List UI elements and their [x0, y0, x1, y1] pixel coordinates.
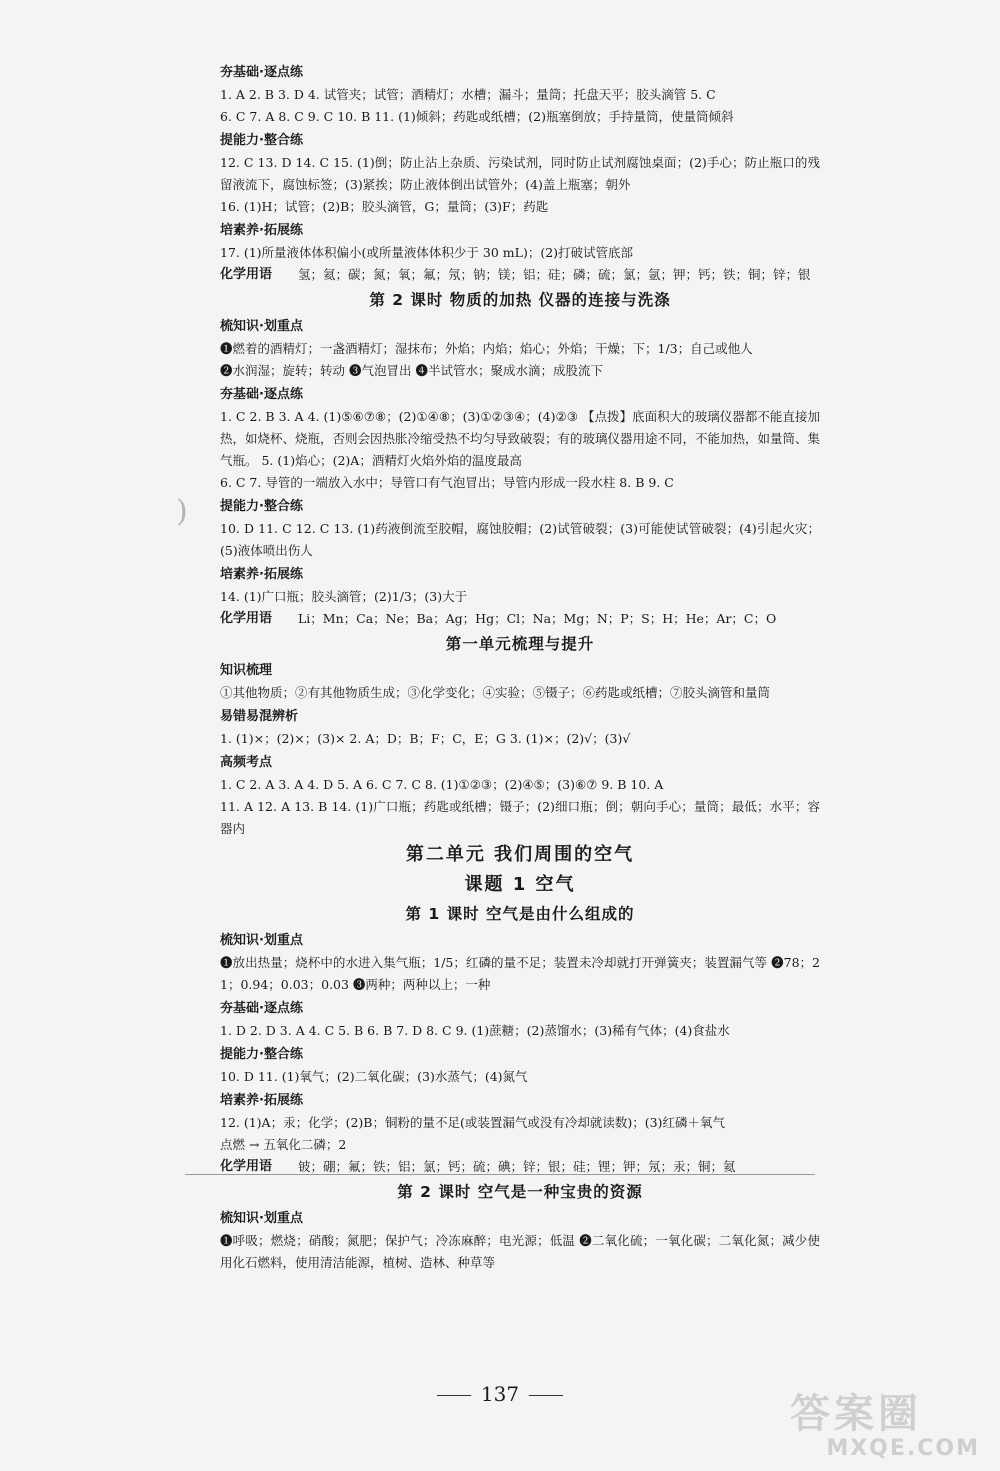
answer-line: ❶呼吸；燃烧；硝酸；氮肥；保护气；冷冻麻醉；电光源；低温 ❷二氧化硫；一氧化碳；二氧化氮；减少使用化石燃料，使用清洁能源，植树、造林、种草等: [220, 1233, 820, 1270]
chem-terms-row: [220, 608, 820, 630]
section-heading: 提能力·整合练: [220, 1047, 303, 1062]
section-heading: 提能力·整合练: [220, 499, 303, 514]
chem-terms-text: 铍；硼；氟；铁；铝；氯；钙；硫；碘；锌；银；硅；锂；钾；氖；汞；铜；氦: [298, 1159, 736, 1174]
watermark-logo: [790, 1392, 980, 1464]
lesson-title: 第 2 课时 物质的加热 仪器的连接与洗涤: [369, 291, 671, 309]
section-heading: 梳知识·划重点: [220, 933, 303, 948]
answer-line: 1. C 2. A 3. A 4. D 5. A 6. C 7. C 8. (1)①②③；(2)④⑤；(3)⑥⑦ 9. B 10. A: [220, 777, 664, 792]
section-heading: 夯基础·逐点练: [220, 65, 303, 80]
section-heading: 夯基础·逐点练: [220, 1001, 303, 1016]
unit-title: 第二单元 我们周围的空气: [405, 844, 635, 865]
answer-line: 17. (1)所量液体体积偏小(或所量液体体积少于 30 mL)；(2)打破试管底部: [220, 245, 634, 260]
section-heading: 夯基础·逐点练: [220, 387, 303, 402]
answer-line: 1. C 2. B 3. A 4. (1)⑤⑥⑦⑧；(2)①④⑧；(3)①②③④；(4)②③ 【点拨】底面积大的玻璃仪器都不能直接加热，如烧杯、烧瓶，否则会因热胀冷缩受热不均匀导致破裂；有的玻璃仪器用途不同，不能加热，如量筒、集气瓶。 5. (1)焰心；(2)A；酒精灯火焰外焰的温度最高: [220, 409, 821, 468]
answer-content: [220, 60, 820, 1274]
lesson-title: 第一单元梳理与提升: [445, 635, 595, 653]
answer-line: 点燃 → 五氧化二磷；2: [220, 1137, 347, 1152]
lesson-title: 第 1 课时 空气是由什么组成的: [405, 905, 635, 923]
margin-bracket-mark: ): [176, 494, 188, 529]
section-heading: 梳知识·划重点: [220, 1211, 303, 1226]
watermark-line2: MXQE.COM: [826, 1436, 980, 1461]
chem-terms-label: 化学用语: [220, 1159, 273, 1174]
chem-terms-text: Li；Mn；Ca；Ne；Ba；Ag；Hg；Cl；Na；Mg；N；P；S；H；He；Ar；C；O: [298, 611, 777, 626]
section-heading: 易错易混辨析: [220, 709, 299, 724]
section-heading: 培素养·拓展练: [220, 1093, 303, 1108]
fold-divider-line: [185, 1174, 815, 1175]
section-heading: 高频考点: [220, 755, 273, 770]
chem-terms-row: [220, 264, 820, 286]
lesson-title: 第 2 课时 空气是一种宝贵的资源: [397, 1183, 643, 1201]
answer-line: 12. (1)A；汞；化学；(2)B；铜粉的量不足(或装置漏气或没有冷却就读数)；(3)红磷＋氧气: [220, 1115, 725, 1130]
answer-line: ❷水润湿；旋转；转动 ❸气泡冒出 ❹半试管水；聚成水滴；成股流下: [220, 363, 603, 378]
chem-terms-label: 化学用语: [220, 267, 273, 282]
answer-line: ❶放出热量；烧杯中的水进入集气瓶；1/5；红磷的量不足；装置未冷却就打开弹簧夹；装置漏气等 ❷78；21；0.94；0.03；0.03 ❸两种；两种以上；一种: [220, 955, 820, 992]
section-heading: 梳知识·划重点: [220, 319, 303, 334]
watermark-line1: 答案圈: [790, 1391, 922, 1437]
section-heading: 提能力·整合练: [220, 133, 303, 148]
answer-line: 12. C 13. D 14. C 15. (1)倒；防止沾上杂质、污染试剂，同时防止试剂腐蚀桌面；(2)手心；防止瓶口的残留液流下，腐蚀标签；(3)紧挨；防止液体倒出试管外；(4)盖上瓶塞；朝外: [220, 155, 820, 192]
answer-line: 16. (1)H；试管；(2)B；胶头滴管，G；量筒；(3)F；药匙: [220, 199, 549, 214]
page-number-text: 137: [480, 1382, 520, 1406]
section-heading: 培素养·拓展练: [220, 567, 303, 582]
answer-line: ①其他物质；②有其他物质生成；③化学变化；④实验；⑤镊子；⑥药匙或纸槽；⑦胶头滴管和量筒: [220, 685, 771, 700]
answer-line: 11. A 12. A 13. B 14. (1)广口瓶；药匙或纸槽；镊子；(2)细口瓶；倒；朝向手心；量筒；最低；水平；容器内: [220, 799, 820, 836]
answer-line: 14. (1)广口瓶；胶头滴管；(2)1/3；(3)大于: [220, 589, 468, 604]
answer-line: 10. D 11. (1)氧气；(2)二氧化碳；(3)水蒸气；(4)氮气: [220, 1069, 528, 1084]
answer-line: 6. C 7. A 8. C 9. C 10. B 11. (1)倾斜；药匙或纸槽；(2)瓶塞倒放；手持量筒，使量筒倾斜: [220, 109, 734, 124]
answer-line: 10. D 11. C 12. C 13. (1)药液倒流至胶帽，腐蚀胶帽；(2)试管破裂；(3)可能使试管破裂；(4)引起火灾；(5)液体喷出伤人: [220, 521, 820, 558]
unit-title: 课题 1 空气: [464, 874, 576, 895]
chem-terms-label: 化学用语: [220, 611, 273, 626]
answer-line: ❶燃着的酒精灯；一盏酒精灯；湿抹布；外焰；内焰；焰心；外焰；干燥；下；1/3；自己或他人: [220, 341, 753, 356]
answer-line: 1. (1)×；(2)×；(3)× 2. A；D；B；F；C，E；G 3. (1)×；(2)√；(3)√: [220, 731, 631, 746]
answer-line: 1. D 2. D 3. A 4. C 5. B 6. B 7. D 8. C 9. (1)蔗糖；(2)蒸馏水；(3)稀有气体；(4)食盐水: [220, 1023, 730, 1038]
answer-line: 1. A 2. B 3. D 4. 试管夹；试管；酒精灯；水槽；漏斗；量筒；托盘天平；胶头滴管 5. C: [220, 87, 716, 102]
chem-terms-text: 氢；氦；碳；氮；氧；氟；氖；钠；镁；铝；硅；磷；硫；氯；氩；钾；钙；铁；铜；锌；银: [298, 267, 811, 282]
answer-line: 6. C 7. 导管的一端放入水中；导管口有气泡冒出；导管内形成一段水柱 8. B 9. C: [220, 475, 674, 490]
section-heading: 培素养·拓展练: [220, 223, 303, 238]
section-heading: 知识梳理: [220, 663, 273, 678]
